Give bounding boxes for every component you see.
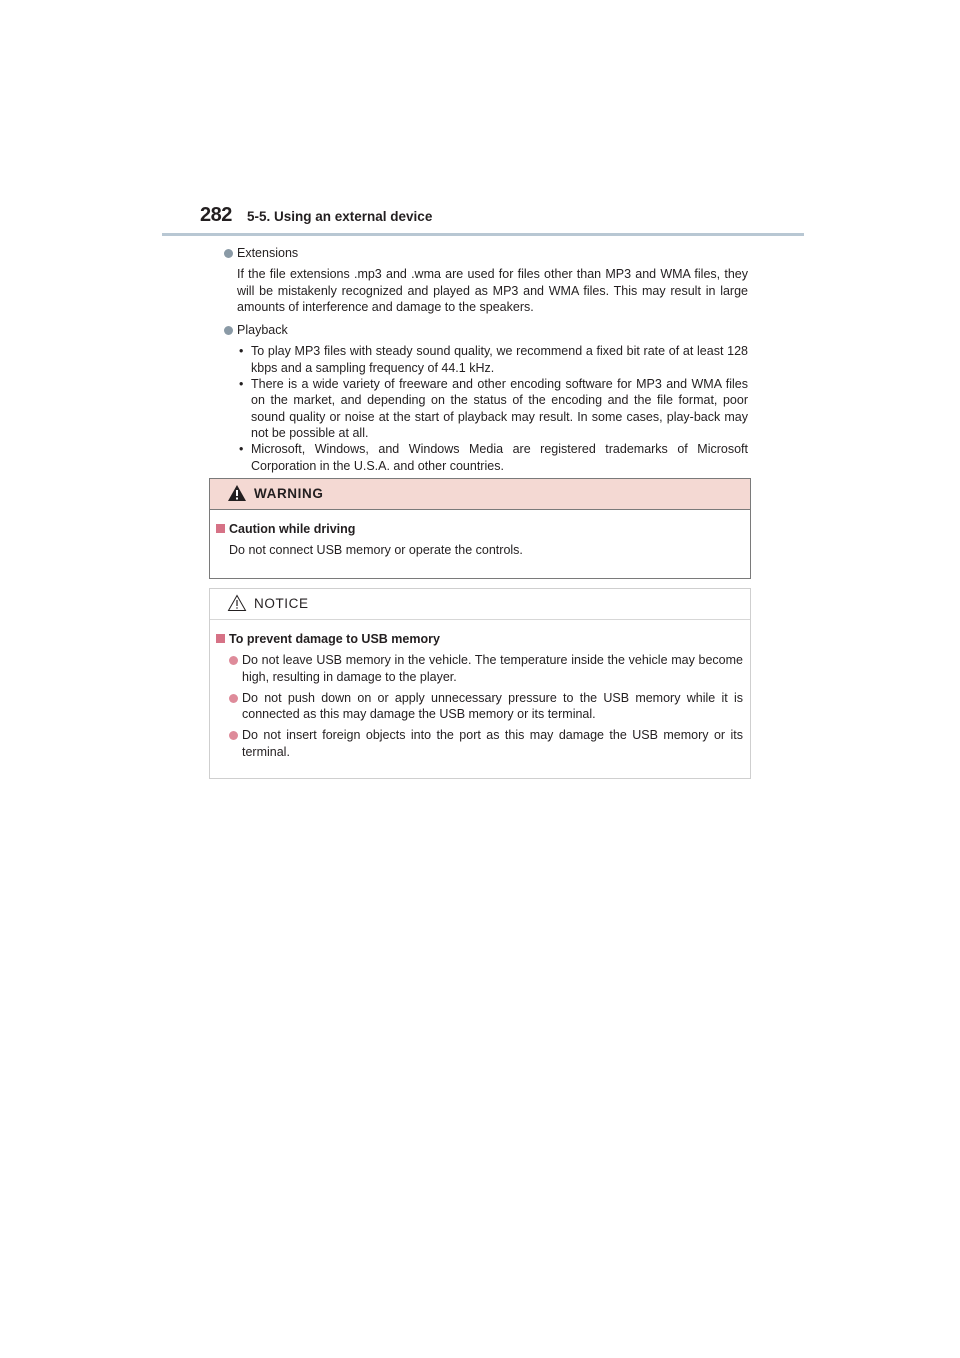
notice-header xyxy=(210,589,750,620)
pink-dot-icon xyxy=(229,731,238,740)
list-item: • Microsoft, Windows, and Windows Media are registered trademarks of Microsoft Corporation in the U.S.A. and other countries. xyxy=(239,442,748,473)
notice-body xyxy=(210,620,750,760)
square-bullet-icon xyxy=(216,524,225,533)
extensions-text: If the file extensions .mp3 and .wma are used for files other than MP3 and WMA files, they will be mistakenly recognized and played as MP3 and WMA files. This may result in large amounts of interference and damage to the speakers. xyxy=(237,267,748,314)
warning-title: Caution while driving xyxy=(216,521,743,537)
extensions-heading: Extensions xyxy=(224,245,748,261)
section-title: 5-5. Using an external device xyxy=(247,209,433,224)
notice-triangle-icon xyxy=(227,594,247,612)
warning-text: Do not connect USB memory or operate the controls. xyxy=(229,543,523,558)
warning-label: WARNING xyxy=(254,486,324,501)
playback-heading: Playback xyxy=(224,322,748,338)
page-number: 282 xyxy=(200,204,232,226)
pink-dot-icon xyxy=(229,694,238,703)
bullet-dot-icon xyxy=(224,249,233,258)
playback-list xyxy=(237,343,748,473)
main-content xyxy=(224,244,748,474)
warning-triangle-icon xyxy=(227,484,247,502)
header-rule xyxy=(162,233,804,236)
list-item: • To play MP3 files with steady sound quality, we recommend a fixed bit rate of at least 128 kbps and a sampling frequency of 44.1 kHz. xyxy=(239,344,748,375)
warning-body xyxy=(210,510,750,559)
pink-dot-icon xyxy=(229,656,238,665)
warning-box xyxy=(209,478,751,579)
notice-label: NOTICE xyxy=(254,596,309,611)
list-item: Do not push down on or apply unnecessary pressure to the USB memory while it is connected as this may damage the USB memory or its terminal. xyxy=(216,690,743,723)
notice-title: To prevent damage to USB memory xyxy=(216,631,743,647)
bullet-dot-icon xyxy=(224,326,233,335)
page-header xyxy=(200,204,804,236)
list-item: Do not leave USB memory in the vehicle. The temperature inside the vehicle may become high, resulting in damage to the player. xyxy=(216,652,743,685)
list-item: • There is a wide variety of freeware and other encoding software for MP3 and WMA files on the market, and depending on the status of the encoding and the file format, poor sound quality or noise at the start of playback may result. In some cases, play-back may not be possible at all. xyxy=(239,377,748,440)
square-bullet-icon xyxy=(216,634,225,643)
warning-header xyxy=(210,479,750,510)
list-item: Do not insert foreign objects into the port as this may damage the USB memory or its terminal. xyxy=(216,727,743,760)
notice-box xyxy=(209,588,751,779)
